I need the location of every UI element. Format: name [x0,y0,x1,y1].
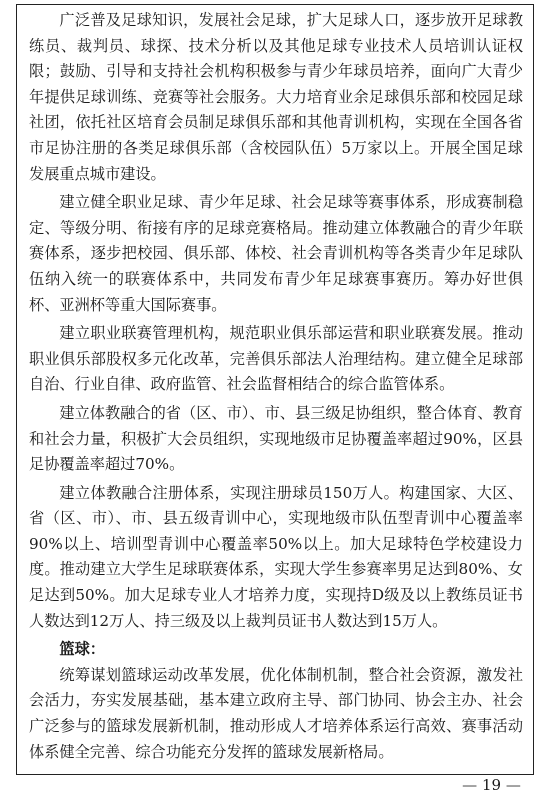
document-body [29,8,523,765]
paragraph-basketball-reform: 统筹谋划篮球运动改革发展，优化体制机制，整合社会资源，激发社会活力，夯实发展基础，基本建立政府主导、部门协同、协会主办、社会广泛参与的篮球发展新机制，推动形成人才培养体系运行高效、赛事活动体系健全完善、综合功能充分发挥的篮球发展新格局。 [29,665,523,761]
paragraph-league-management: 建立职业联赛管理机构，规范职业俱乐部运营和职业联赛发展。推动职业俱乐部股权多元化改革，完善俱乐部法人治理结构。建立健全足球部自治、行业自律、政府监管、社会监督相结合的综合监管体系。 [29,324,523,394]
page-number-left-dash: — [462,776,478,794]
page-number-right-dash: — [505,776,521,794]
paragraph-association-coverage: 建立体教融合的省（区、市）、市、县三级足协组织，整合体育、教育和社会力量，积极扩大会员组织，实现地级市足协覆盖率超过90%，区县足协覆盖率超过70%。 [29,403,523,474]
paragraph-registration-system: 建立体教融合注册体系，实现注册球员150万人。构建国家、大区、省（区、市）、市、县五级青训中心，实现地级市队伍型青训中心覆盖率90%以上、培训型青训中心覆盖率50%以上。加大足球特色学校建设力度。推动建立大学生足球联赛体系，实现大学生参赛率男足达到80%、女足达到50%。加大足球专业人才培养力度，实现持D级及以上教练员证书人数达到12万人、持三级及以上裁判员证书人数达到15万人。 [29,483,523,630]
page-number-value: 19 [481,776,502,794]
paragraph-competition-system: 建立健全职业足球、青少年足球、社会足球等赛事体系，形成赛制稳定、等级分明、衔接有序的足球竞赛格局。推动建立体教融合的青少年联赛体系，逐步把校园、俱乐部、体校、社会青训机构等各类青少年足球队伍纳入统一的联赛体系中，共同发布青少年足球赛事赛历。筹办好世俱杯、亚洲杯等重大国际赛事。 [29,193,523,314]
page-number [444,775,539,795]
section-heading-basketball: 篮球： [59,640,105,659]
paragraph-football-popularization: 广泛普及足球知识，发展社会足球，扩大足球人口，逐步放开足球教练员、裁判员、球探、技术分析以及其他足球专业技术人员培训认证权限；鼓励、引导和支持社会机构积极参与青少年球员培养，面向广大青少年提供足球训练、竞赛等社会服务。大力培育业余足球俱乐部和校园足球社团，依托社区培育会员制足球俱乐部和其他青训机构，实现在全国各省市足协注册的各类足球俱乐部（含校园队伍）5万家以上。开展全国足球发展重点城市建设。 [29,11,523,183]
